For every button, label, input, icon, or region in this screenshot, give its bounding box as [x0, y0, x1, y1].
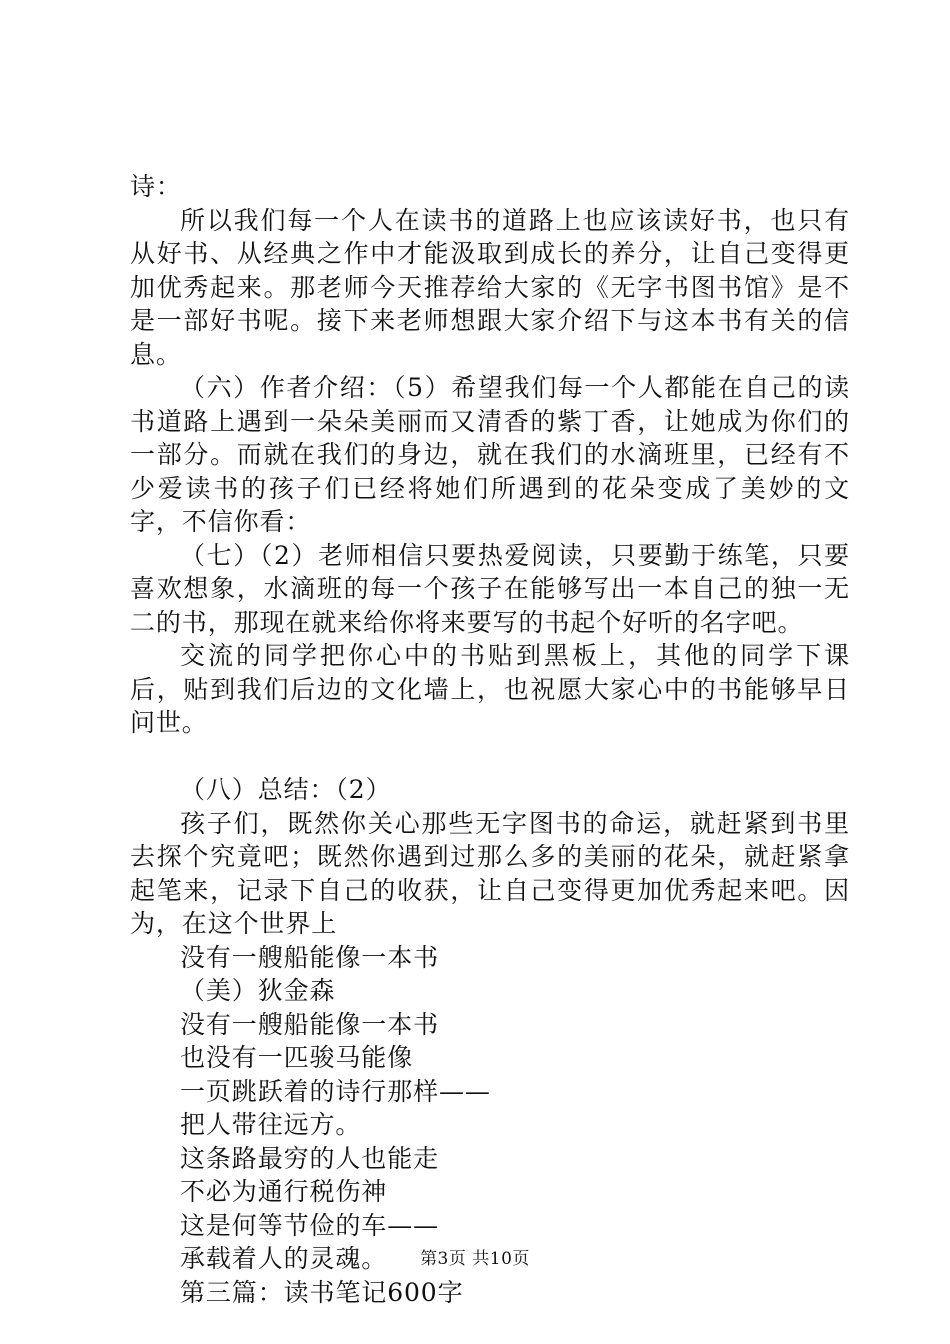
summary-heading: （八）总结：（2） — [180, 775, 392, 804]
paragraph: （七）（2）老师相信只要热爱阅读，只要勤于练笔，只要喜欢想象，水滴班的每一个孩子在能够写出一本自己的独一无二的书，那现在就来给你将来要写的书起个好听的名字吧。 — [130, 540, 850, 637]
verse-line: 把人带往远方。 — [180, 1110, 362, 1139]
paragraph: 交流的同学把你心中的书贴到黑板上，其他的同学下课后，贴到我们后边的文化墙上，也祝愿大家心中的书能够早日问世。 — [130, 641, 850, 737]
verse-line: 也没有一匹骏马能像 — [180, 1043, 414, 1072]
summary-paragraph: 孩子们，既然你关心那些无字图书的命运，就赶紧到书里去探个究竟吧；既然你遇到过那么多的美丽的花朵，就赶紧拿起笔来，记录下自己的收获，让自己变得更加优秀起来吧。因为，在这个世界上 — [130, 808, 850, 938]
page-footer: 第3页 共10页 — [420, 1249, 530, 1269]
verse-line: 没有一艘船能像一本书 — [180, 1009, 440, 1039]
verse-line: 一页跳跃着的诗行那样—— — [180, 1076, 491, 1106]
lead-line: 诗： — [130, 172, 182, 201]
document-body — [130, 170, 850, 1309]
verse-line: （美）狄金森 — [180, 976, 336, 1005]
blank-line — [130, 740, 850, 774]
paragraph: （六）作者介绍：（5）希望我们每一个人都能在自己的读书道路上遇到一朵朵美丽而又清香的紫丁香，让她成为你们的一部分。而就在我们的身边，就在我们的水滴班里，已经有不少爱读书的孩子们已经将她们所遇到的花朵变成了美妙的文字，不信你看： — [130, 373, 850, 536]
verse-line: 这条路最穷的人也能走 — [180, 1143, 440, 1173]
verse-line: 承载着人的灵魂。 — [180, 1244, 388, 1273]
verse-line: 这是何等节俭的车—— — [180, 1210, 440, 1240]
section-title: 第三篇：读书笔记600字 — [180, 1277, 464, 1307]
verse-line: 没有一艘船能像一本书 — [180, 942, 440, 972]
paragraph: 所以我们每一个人在读书的道路上也应该读好书，也只有从好书、从经典之作中才能汲取到成长的养分，让自己变得更加优秀起来。那老师今天推荐给大家的《无字书图书馆》是不是一部好书呢。接下来老师想跟大家介绍下与这本书有关的信息。 — [130, 205, 850, 369]
verse-line: 不必为通行税伤神 — [180, 1177, 388, 1206]
